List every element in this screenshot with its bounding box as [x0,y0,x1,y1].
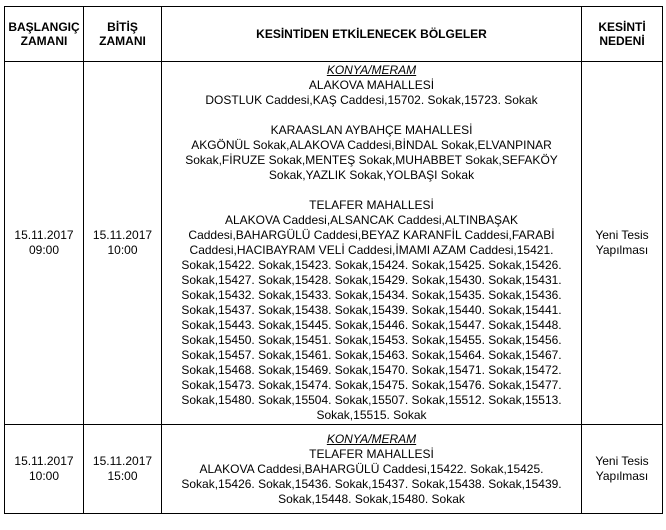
start-time-cell [5,425,84,514]
header-reason-line-1: KESİNTİ [598,20,646,34]
region-line: KARAASLAN AYBAHÇE MAHALLESİ [270,123,473,137]
region-line: AKGÖNÜL Sokak,ALAKOVA Caddesi,BİNDAL Sokak,ELVANPINAR [191,138,552,152]
region-line: Sokak,15468. Sokak,15469. Sokak,15470. Sokak,15471. Sokak,15472. [181,363,562,377]
region-line: Sokak,15443. Sokak,15445. Sokak,15446. Sokak,15447. Sokak,15448. [181,318,562,332]
start-date: 15.11.2017 [14,454,74,468]
regions-cell [162,425,582,514]
reason-cell [582,62,663,425]
regions-cell [162,62,582,425]
start-hour: 10:00 [28,469,60,483]
outage-table [4,6,663,514]
region-line: Sokak,15437. Sokak,15438. Sokak,15439. Sokak,15440. Sokak,15441. [181,303,562,317]
end-time-cell [84,62,162,425]
end-time-cell [84,425,162,514]
city-district: KONYA/MERAM [326,63,417,77]
header-start-time [5,7,84,62]
start-date: 15.11.2017 [14,228,74,242]
header-start-line-1: BAŞLANGIÇ [8,20,80,34]
reason-line-2: Yapılması [595,469,649,483]
region-line: Sokak,15515. Sokak [316,408,427,422]
region-line: Sokak,15473. Sokak,15474. Sokak,15475. Sokak,15476. Sokak,15477. [181,378,562,392]
end-date: 15.11.2017 [92,228,153,242]
region-line: Sokak,15480. Sokak,15504. Sokak,15507. Sokak,15512. Sokak,15513. [181,393,562,407]
header-regions-label: KESİNTİDEN ETKİLENECEK BÖLGELER [256,27,487,41]
reason-cell [582,425,663,514]
region-line: Sokak,15432. Sokak,15433. Sokak,15434. Sokak,15435. Sokak,15436. [181,288,562,302]
region-line: Sokak,15422. Sokak,15423. Sokak,15424. Sokak,15425. Sokak,15426. [181,258,562,272]
region-spacer [164,183,579,198]
region-line: Sokak,15448. Sokak,15480. Sokak [278,491,465,506]
city-district: KONYA/MERAM [326,431,417,446]
table-row [5,62,663,425]
region-line: TELAFER MAHALLESİ [309,198,434,212]
region-line: ALAKOVA Caddesi,BAHARGÜLÜ Caddesi,15422. Sokak,15425. [199,461,544,476]
reason-line-1: Yeni Tesis [595,454,649,468]
region-line: Sokak,15426. Sokak,15436. Sokak,15437. Sokak,15438. Sokak,15439. [181,476,562,491]
region-line: Sokak,FİRUZE Sokak,MENTEŞ Sokak,MUHABBET Sokak,SEFAKÖY [185,153,558,167]
end-hour: 10:00 [107,243,138,257]
reason-line-1: Yeni Tesis [595,228,649,242]
region-line: Sokak,15457. Sokak,15461. Sokak,15463. Sokak,15464. Sokak,15467. [181,348,562,362]
region-line: Sokak,15427. Sokak,15428. Sokak,15429. Sokak,15430. Sokak,15431. [181,273,562,287]
header-end-time [84,7,162,62]
end-hour: 15:00 [107,469,138,483]
region-line: Sokak,15450. Sokak,15451. Sokak,15453. Sokak,15455. Sokak,15456. [181,333,562,347]
header-start-line-2: ZAMANI [20,34,68,48]
header-affected-regions [162,7,582,62]
header-reason-line-2: NEDENİ [599,34,645,48]
header-end-line-1: BİTİŞ [107,20,138,34]
start-time-cell [5,62,84,425]
region-line: ALAKOVA Caddesi,ALSANCAK Caddesi,ALTINBAŞAK [224,213,519,227]
end-date: 15.11.2017 [92,454,153,468]
region-spacer [164,108,579,123]
region-line: Caddesi,HACIBAYRAM VELİ Caddesi,İMAMI AZAM Caddesi,15421. [189,243,554,257]
start-hour: 09:00 [28,243,60,257]
table-row [5,425,663,514]
header-end-line-2: ZAMANI [99,34,146,48]
region-line: TELAFER MAHALLESİ [309,446,434,461]
region-line: Caddesi,BAHARGÜLÜ Caddesi,BEYAZ KARANFİL Caddesi,FARABİ [188,228,555,242]
header-outage-reason [582,7,663,62]
reason-line-2: Yapılması [595,243,649,257]
header-row [5,7,663,62]
region-line: ALAKOVA MAHALLESİ [308,78,435,92]
region-line: Sokak,YAZLIK Sokak,YOLBAŞI Sokak [268,168,475,182]
region-line: DOSTLUK Caddesi,KAŞ Caddesi,15702. Sokak,15723. Sokak [205,93,538,107]
